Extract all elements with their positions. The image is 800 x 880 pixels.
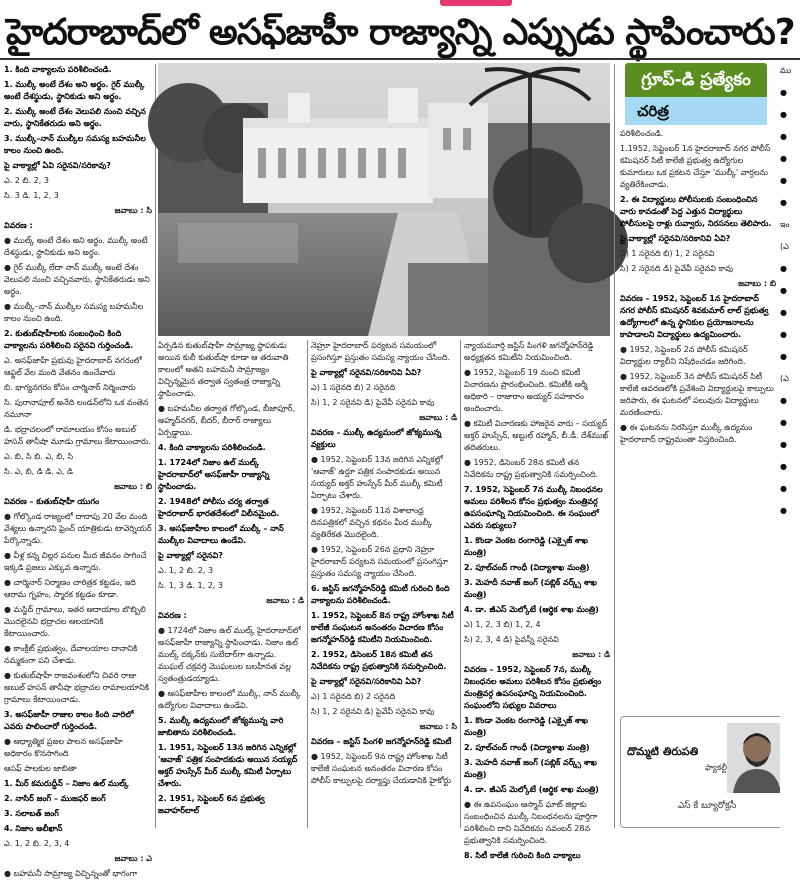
paragraph: 1. మీర్‌ కమరుద్దీన్‌ – నిజాం ఉల్‌ ముల్క్‌	[4, 779, 129, 788]
page-headline: హైదరాబాద్‌లో అసఫ్‌జాహీ రాజ్యాన్ని ఎప్పుడు స్థాపించారు?	[6, 12, 795, 53]
paragraph: 3. అసఫ్‌జాహీ రాజుల కాలం కింది వారిలో ఎవరు పాలించారో గుర్తించండి.	[4, 710, 134, 731]
paragraph: ● 1952, సెప్టెంబర్‌ 11న విశాలాంధ్ర దినపత్రికలో వచ్చిన కథనం మీద ముల్కీ వ్యతిరేకత మొదలైంది.	[311, 506, 432, 539]
column-4	[464, 340, 610, 860]
paragraph: ఎ. 1, 2 బి. 2, 3	[158, 566, 214, 575]
paragraph: 1. 1724లో నిజాం ఉల్‌ ముల్క్‌ హైదరాబాద్‌లో అసఫ్‌జాహీ రాజ్యాన్ని స్థాపించాడు.	[158, 458, 270, 491]
paragraph: ● కుతుబ్‌షాహీ రాజవంశంలోని చివరి రాజు అబుల్‌ హసన్‌ తానీషా భద్రాచల రామాలయానికి గ్రామాలు కేటాయించాడు.	[4, 671, 150, 704]
edge-fragment: ●	[780, 110, 787, 119]
edge-fragment: ●	[780, 154, 787, 163]
paragraph: ఎ) 1, 2, 3 బి) 1, 2, 4	[464, 620, 541, 629]
paragraph: 2. 1952, డిసెంబర్‌ 18న కమిటీ తన నివేదికను రాష్ట్ర ప్రభుత్వానికి సమర్పించింది.	[311, 650, 447, 671]
paragraph: జవాబు : సి	[419, 722, 457, 731]
adjacent-page-edge	[780, 60, 800, 830]
paragraph: వివరణ – జస్టిస్‌ పింగళి జగన్మోహన్‌రెడ్డి కమిటీ	[311, 737, 452, 746]
paragraph: సి) 2, 3, 4 డి) పైవన్నీ సరైనవి	[464, 635, 559, 644]
edge-fragment: ●	[780, 440, 787, 449]
paragraph: ఎ. 2 బి. 2, 3	[4, 176, 49, 185]
paragraph: ● 1952, సెప్టెంబర్‌ 2న పోలీస్‌ కమిషనర్‌ విద్యార్థుల ర్యాలీని నిషేధించడం జరిగింది.	[620, 345, 748, 366]
subject-label: చరిత్ర	[625, 97, 767, 125]
paragraph: ఎ. బి, సి బి. ఎ, బి, సి	[4, 452, 74, 461]
column-divider	[307, 340, 308, 828]
paragraph: ● కాంక్రీట్‌ ప్రభుత్వం, దేవాలయాల దానానికి నమ్మకంగా పని చేశాడు.	[4, 644, 138, 665]
paragraph: 1. కింది వాక్యాలను పరిశీలించండి.	[4, 65, 112, 74]
paragraph: 2. 1948లో పోలీసు చర్య తర్వాత హైదరాబాద్‌ భారతదేశంలో విలీనమైంది.	[158, 497, 280, 518]
edge-fragment: ●	[780, 418, 787, 427]
paragraph: వివరణ – ముల్కీ ఉద్యమంలో జోక్యమున్న వ్యక్తులు	[311, 428, 442, 449]
paragraph: సి. 1, 3 డి. 1, 2, 3	[158, 581, 223, 590]
paragraph: ఎ. అసఫ్‌జాహీ ప్రభువు హైదరాబాద్‌ నగరంలో ఆఫ్జల్‌ వేల మంది వేతనం ఉంచేవారు	[4, 356, 142, 377]
edge-fragment: ●	[780, 176, 787, 185]
paragraph: సి) 1, 2 సరైనవి డి) పైవేవీ సరైనవి కావు	[311, 707, 435, 716]
edge-fragment: ము	[780, 66, 792, 75]
paragraph: 4. డా. జీఎస్‌ మెల్కోటే (ఆర్థిక శాఖ మంత్రి)	[464, 785, 599, 794]
edge-fragment: ●	[780, 264, 787, 273]
column-divider	[614, 64, 615, 828]
paragraph: 3. ముల్కీ–నాన్‌ ముల్కీల సమస్య బహమనీల కాలం నుంచి ఉంది.	[4, 134, 146, 155]
paragraph: 2. ఈ విద్యార్థులు పోలీసులకు సంబంధించిన వారు కావడంతో పెద్ద ఎత్తున విద్యార్థులు పోలీసులపై రాళ్లు రువ్వారు, నిరసనలు తెలిపారు.	[620, 195, 772, 228]
paragraph: ● బహమనీ సామ్రాజ్య విచ్ఛిన్నంతో భాగంగా	[4, 869, 138, 878]
column-2	[158, 340, 304, 828]
paragraph: 2. ముల్కీ అంటే దేశం వెలుపలి నుంచి వచ్చిన వారు, స్థానికేతరుడు అని అర్థం.	[4, 107, 146, 128]
edge-fragment: ఇం	[780, 220, 790, 229]
edge-fragment: ●	[780, 462, 787, 471]
paragraph: జవాబు : డి	[266, 596, 304, 605]
paragraph: వివరణ – కుతుబ్‌షాహీ యుగం	[4, 497, 100, 506]
top-bar	[0, 0, 800, 8]
paragraph: 7. 1952, సెప్టెంబర్‌ 7న ముల్కీ నిబంధనల అమలు పరిశీలన కోసం ప్రభుత్వం మంత్రివర్గ ఉపసంఘాన్ని నియమించింది. ఈ సంఘంలో ఎవరు సభ్యులు?	[464, 485, 603, 530]
paragraph: 4. డా. జీఎస్‌ మెల్కోటే (ఆర్థిక శాఖ మంత్రి)	[464, 605, 599, 614]
paragraph: ● ముల్క్‌ అంటే దేశం అని అర్థం. ముల్కీ అంటే దేశస్థుడు, స్థానికుడు అని అర్థం.	[4, 236, 148, 257]
edge-fragment: ●	[780, 198, 787, 207]
paragraph: 1. 1951, సెప్టెంబర్‌ 13న జరిగిన ఎన్నికల్లో 'ఆవాజ్‌' పత్రిక సంపాదకుడు అయిన సయ్యద్‌ అక్తర్‌ హుస్సేన్‌ మీర్‌ ముల్కీ కమిటీ ఏర్పాటు చేశారు.	[158, 743, 298, 788]
paragraph: ఎ) 1 సరైనది బి) 1, 2 సరైనవి	[620, 249, 715, 258]
author-box	[620, 716, 792, 828]
edge-fragment: ●	[780, 308, 787, 317]
paragraph: ● 1952, సెప్టెంబర్‌ 13న జరిగిన ఎన్నికల్లో 'ఆవాజ్‌' ఉర్దూ పత్రిక సంపాదకుడు అయిన సయ్యద్‌ అక్తర్‌ హుస్సేన్‌ మీర్‌ ముల్కీ కమిటీ ఏర్పాటు చేశారు.	[311, 455, 443, 500]
paragraph: ● ముల్కీ–నాన్‌ ముల్కీల సమస్య బహమనీల కాలం నుంచి ఉంది.	[4, 302, 144, 323]
paragraph: ● ఆధ్యాత్మిక ప్రజల పాలన అసఫ్‌జాహీ అధికారం కొనసాగింది	[4, 737, 123, 758]
edge-fragment: ●	[780, 352, 787, 361]
paragraph: వివరణ – 1952, సెప్టెంబర్‌ 1న హైదరాబాద్‌ నగర పోలీస్‌ కమిషనర్‌ శివకుమార్‌ లాల్‌ ప్రభుత్వ ఉద్యోగాలలో ఉన్న స్థానికుల ప్రయోజనాలను కాపాడాలని విద్యార్థులు ఉద్యమించారు.	[620, 294, 769, 339]
paragraph: డి. భద్రాచలంలో రామాలయం కోసం అబుల్‌ హసన్‌ తానీషా మూడు గ్రామాలు కేటాయించారు.	[4, 425, 152, 446]
paragraph: 2. కుతుబ్‌షాహీలకు సంబంధించి కింది వాక్యాలను పరిశీలించి సరైనవి గుర్తించండి.	[4, 329, 134, 350]
paragraph: ● 1952, సెప్టెంబర్‌ 9న రాష్ట్ర హోంశాఖ సిటీ కాలేజీ సంఘటన అనంతరం విచారణ కోసం పోలీస్‌ కాల్పులపై దర్యాప్తు చేయడానికి హైకోర్టు	[311, 752, 451, 785]
paragraph: 2. నాసిర్‌ జంగ్‌ – ముజఫర్‌ జంగ్‌	[4, 794, 106, 803]
paragraph: వివరణ :	[158, 611, 187, 620]
author-photo	[727, 723, 787, 793]
paragraph: సి. 3 డి. 1, 2, 3	[4, 191, 59, 200]
paragraph: బి. భాగ్యనగరం కోసం చార్మినార్‌ నిర్మించారు	[4, 383, 136, 392]
paragraph: ఎ) 1 సరైనది బి) 2 సరైనది	[311, 383, 396, 392]
author-name: దొమ్మటి తిరుపతి	[627, 745, 699, 758]
paragraph: 3. మెహదీ నవాజ్‌ జంగ్‌ (పబ్లిక్‌ వర్క్స్‌ శాఖ మంత్రి)	[464, 758, 597, 779]
paragraph: సి. ఎ, బి, డి డి. ఎ, డి	[4, 467, 73, 476]
paragraph: ● కమిటీ విచారణకు హాజరైన వారు – సయ్యద్‌ అక్తర్‌ హుస్సేన్‌, అబ్దుల్‌ రహ్మాన్‌, బీ.డీ. దేశ్‌ముఖ్‌ తదితరులు.	[464, 419, 609, 452]
paragraph: ● 1952, సెప్టెంబర్‌ 3న పోలీస్‌ కమిషనర్‌ సిటీ కాలేజీ ఆవరణలోకి ప్రవేశించి విద్యార్థులపై కాల్పులు జరిపారు, ఈ ఘటనలో పలువురు విద్యార్థులు మరణించారు.	[620, 372, 774, 417]
edge-fragment: (ఎ	[780, 242, 789, 251]
paragraph: జవాబు : డి	[419, 413, 457, 422]
paragraph: ● గోల్కొండ రాజ్యంలో దాదాపు 20 వేల మంది వేశ్యలు ఉన్నారని ఫ్రెంచ్‌ యాత్రికుడు టావెర్నియర్‌ పేర్కొన్నాడు.	[4, 512, 152, 545]
paragraph: జవాబు : సి	[114, 206, 152, 215]
paragraph: 1. ముల్కీ అంటే దేశం అని అర్థం. గైర్‌ ముల్కీ అంటే దేశస్థుడు, స్థానికుడు అని అర్థం.	[4, 80, 145, 101]
paragraph: జవాబు : బి	[114, 482, 152, 491]
paragraph: సి) 2 సరైనది డి) పైవేవీ సరైనవి కావు	[620, 264, 734, 273]
paragraph: పై వాక్యాల్లో సరైనవి?	[158, 551, 223, 560]
column-divider	[460, 340, 461, 828]
paragraph: న్యాయమూర్తి జస్టిస్‌ పింగళి జగన్మోహన్‌రెడ్డి అధ్యక్షతన కమిటీని నియమించింది.	[464, 341, 594, 362]
group-d-special-badge: గ్రూప్‌-డి ప్రత్యేకం	[625, 63, 767, 97]
paragraph: 6. జస్టిస్‌ జగన్మోహన్‌రెడ్డి కమిటీ గురించి కింది వాక్యాలను పరిశీలించండి.	[311, 584, 450, 605]
paragraph: సి. పురానాపూల్‌ అనేది లండన్‌లోని ఒక వంతెన నమూనా	[4, 398, 149, 419]
paragraph: 1. కొండా వెంకట రంగారెడ్డి (ఎక్సైజ్‌ శాఖ మంత్రి)	[464, 716, 588, 737]
paragraph: పై వాక్యాల్లో సరైనవి/సరికానివి ఏవి?	[311, 368, 422, 377]
paragraph: 1. 1952, సెప్టెంబర్‌ 8న రాష్ట్ర హోంశాఖ సిటీ కాలేజీ సంఘటన అనంతరం విచారణ కోసం జగన్మోహన్‌రెడ్డి కమిటీని నియమించింది.	[311, 611, 454, 644]
paragraph: ఆసఫ్‌ పాలకుల జాబితా	[4, 764, 77, 773]
paragraph: 1.1952, సెప్టెంబర్‌ 1న హైదరాబాద్‌ నగర పోలీస్‌ కమిషనర్‌ సిటీ కాలేజీ ప్రభుత్వ ఉద్యోగుల కుమారులు ఒక ప్రకటన చేస్తూ 'ముల్కీ' వార్తలను వ్యతిరేకించాడు.	[620, 144, 771, 189]
paragraph: ● బహమనీల తర్వాత గోల్కొండ, బీజాపూర్‌, అహ్మద్‌నగర్‌, బీదర్‌, బీరార్‌ రాజ్యాలు ఏర్పడ్డాయి.	[158, 404, 296, 437]
historic-palace-photo	[158, 63, 610, 336]
author-role: ఫ్యాకల్టీ	[705, 763, 727, 772]
column-divider	[155, 64, 156, 828]
paragraph: ● ఈ ఉపసంఘం ఆస్మాన్‌ ఘాట్‌ జిల్లాకు సంబంధించిన ముల్కీ నిబంధనలను పూర్తిగా పరిశీలించి దాని నివేదికను నవంబర్‌ 28న ప్రభుత్వానికి సమర్పించింది.	[464, 800, 598, 845]
column-5	[620, 128, 776, 710]
paragraph: 4. నిజాం అలీఖాన్‌	[4, 824, 63, 833]
paragraph: ● 1952, డిసెంబర్‌ 28న కమిటీ తన నివేదికను రాష్ట్ర ప్రభుత్వానికి సమర్పించింది.	[464, 458, 599, 479]
paragraph: 1. కొండా వెంకట రంగారెడ్డి (ఎక్సైజ్‌ శాఖ మంత్రి)	[464, 536, 588, 557]
paragraph: వివరణ :	[4, 221, 33, 230]
edge-fragment: ●	[780, 396, 787, 405]
headline-rule	[0, 58, 800, 60]
palace-illustration	[158, 63, 610, 336]
paragraph: జవాబు : డి	[572, 650, 610, 659]
paragraph: ఎ. 1, 2 బి. 2, 3, 4	[4, 839, 70, 848]
paragraph: 2. 1951, సెప్టెంబర్‌ 6న ప్రభుత్వ జవాహర్‌లాల్‌	[158, 794, 265, 815]
paragraph: ● 1952, సెప్టెంబర్‌ 26న ప్రధాని నెహ్రూ హైదరాబాద్‌ పర్యటన సమయంలో ప్రసంగిస్తూ ప్రస్తుతం సమస్య న్యాయం చేసింది.	[311, 545, 448, 578]
paragraph: నెహ్రూ హైదరాబాద్‌ పర్యటన సమయంలో ప్రసంగిస్తూ ప్రస్తుతం సమస్య న్యాయం చేసింది.	[311, 341, 451, 362]
paragraph: ● 1724లో నిజాం ఉల్‌ ముల్క్‌ హైదరాబాద్‌లో అసఫ్‌జాహీ రాజ్యాన్ని స్థాపించాడు. నిజాం ఉల్‌ ముల్క్‌ దక్కన్‌కు సుబేదార్‌గా ఉన్నాడు. ముఘల్‌ చక్రవర్తి మొఘలుల బలహీనత వల్ల స్వతంత్రుడయ్యాడు.	[158, 626, 301, 683]
edge-fragment: ●	[780, 88, 787, 97]
paragraph: 4. కింది వాక్యాలను పరిశీలించండి.	[158, 443, 266, 452]
edge-fragment: ●	[780, 330, 787, 339]
paragraph: ● మస్జిద్‌ గ్రామాలు, ఇతర ఆదాయాల బొబ్బిలి మొదలైనవి భద్రాచల ఆలయానికి కేటాయించారు.	[4, 605, 146, 638]
paragraph: 3. అసఫ్‌జాహీల కాలంలో ముల్కీ – నాన్‌ ముల్కీల వివాదాలు ఉండేవి.	[158, 524, 284, 545]
paragraph: 3. సలాబత్‌ జంగ్‌	[4, 809, 59, 818]
paragraph: పై వాక్యాల్లో సరైనవి/సరికానివి ఏవి?	[620, 234, 731, 243]
paragraph: సి) 1, 2 సరైనవి డి) పైవేవీ సరైనవి కావు	[311, 398, 435, 407]
paragraph: జవాబు : బి	[738, 279, 776, 288]
paragraph: ● ఆసఫ్‌జాహీల కాలంలో ముల్కీ, నాన్‌ ముల్కీ ఉద్యోగుల వివాదాలు ఉండేవి.	[158, 689, 301, 710]
author-institute: ఎస్‌ కే బ్యూరోక్రసీ	[677, 801, 737, 811]
edge-fragment: (ఎ	[780, 374, 789, 383]
paragraph: ● వీళ్ల కన్న చిల్లర పనుల మీద జీవనం సాగించే ఇక్కడి ప్రజలు ఎక్కువ ఉన్నారు.	[4, 551, 147, 572]
edge-fragment: ●	[780, 286, 787, 295]
paragraph: పై వాక్యాల్లో ఏవి సరైనవి/సరికావు?	[4, 161, 111, 170]
column-3	[311, 340, 457, 828]
column-1	[4, 64, 152, 878]
edge-fragment: ●	[780, 484, 787, 493]
paragraph: ● గైర్‌ ముల్కీ లేదా నాన్‌ ముల్కీ అంటే దేశం వెలుపలి నుంచి వచ్చినవారు, స్థానికేతరుడు అని అర్థం.	[4, 263, 150, 296]
paragraph: ● 1952, సెప్టెంబర్‌ 19 నుంచి కమిటీ విచారణను ప్రారంభించింది. కమిటీకి ఆర్మీ అధికారి – రాజారాం అయ్యర్‌ సహకారం అందించారు.	[464, 368, 588, 413]
section-tab-marker	[440, 0, 512, 6]
paragraph: 2. పూల్‌చంద్‌ గాంధీ (విద్యాశాఖ మంత్రి)	[464, 743, 590, 752]
paragraph: పరిశీలించండి.	[620, 129, 664, 138]
paragraph: 3. మెహదీ నవాజ్‌ జంగ్‌ (పబ్లిక్‌ వర్క్స్‌ శాఖ మంత్రి)	[464, 578, 597, 599]
paragraph: జవాబు : ఎ	[114, 854, 152, 863]
paragraph: పై వాక్యాల్లో సరైనవి/సరికానివి ఏవి?	[311, 677, 422, 686]
paragraph: వివరణ – 1952, సెప్టెంబర్‌ 7న, ముల్కీ నిబంధనల అమలు పరిశీలన కోసం ప్రభుత్వం మంత్రివర్గ ఉపసంఘాన్ని నియమించింది. సంఘంలోని సభ్యుల వివరాలు	[464, 665, 602, 710]
edge-fragment: ●	[780, 132, 787, 141]
paragraph: ● ఈ ఘటనను నిరసిస్తూ ముల్కీ ఉద్యమం హైదరాబాద్‌ రాష్ట్రమంతా విస్తరించింది.	[620, 423, 753, 444]
edge-fragment: ●	[780, 506, 787, 515]
paragraph: 5. ముల్కీ ఉద్యమంలో జోక్యమున్న వారి జాబితాను పరిశీలించండి.	[158, 716, 284, 737]
paragraph: 8. సిటీ కాలేజీ గురించి కింది వాక్యాలు	[464, 851, 581, 860]
paragraph: ఏర్పడిన కుతుబ్‌షాహీ సామ్రాజ్య స్థాపకుడు అయిన కులీ కుతుబ్‌షా కూడా ఆ తరువాతి కాలంలో అతని బహమనీ సామ్రాజ్యం విచ్ఛిన్నమైన తర్వాత స్వతంత్ర రాజ్యాన్ని స్థాపించాడు.	[158, 341, 289, 398]
paragraph: ● చార్మినార్‌ నిర్మాణం చారిత్రక కట్టడం, ఇది ఆరామ గృహం, స్మారక కట్టడం కూడా.	[4, 578, 136, 599]
paragraph: 2. పూల్‌చంద్‌ గాంధీ (విద్యాశాఖ మంత్రి)	[464, 563, 590, 572]
paragraph: ఎ) 1 సరైనది బి) 2 సరైనది	[311, 692, 396, 701]
